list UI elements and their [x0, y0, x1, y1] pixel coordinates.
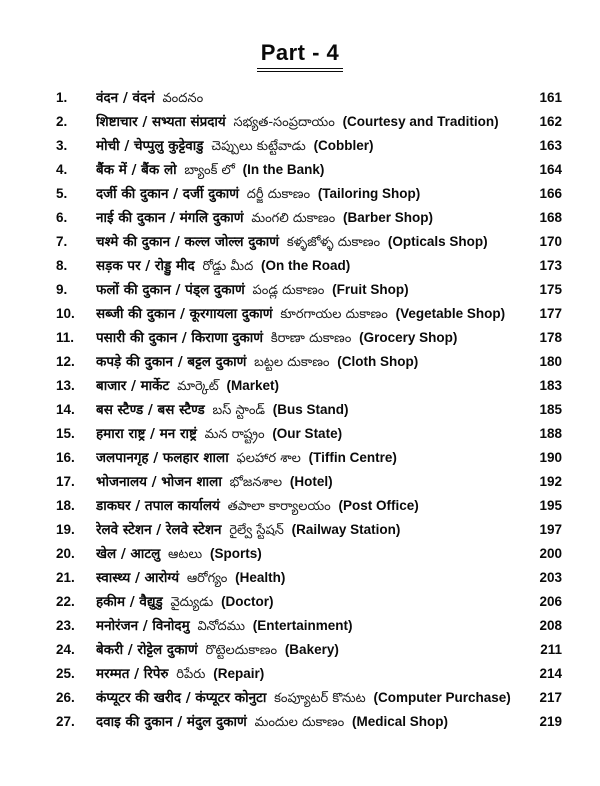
entry-title — [96, 448, 528, 469]
entry-title-telugu: మార్కెట్ — [177, 379, 219, 394]
entry-number: 1. — [56, 90, 68, 105]
entry-title — [96, 616, 528, 637]
entry-title-hindi: मरम्मत / रिपेरु — [96, 666, 169, 682]
entry-title — [96, 688, 528, 709]
entry-title-hindi: शिष्टाचार / सभ्यता संप्रदायं — [96, 114, 226, 130]
entry-title-english: (Market) — [226, 378, 280, 393]
entry-title-hindi: बस स्टैण्ड / बस स्टैण्ड — [96, 402, 205, 418]
entry-title — [96, 568, 528, 589]
entry-title-hindi: पसारी की दुकान / किराणा दुकाणं — [96, 330, 264, 346]
entry-number: 26. — [56, 690, 75, 705]
entry-number: 11. — [56, 330, 75, 345]
page-title: Part - 4 — [257, 40, 344, 72]
entry-title — [96, 208, 528, 229]
entry-title-english: (Cloth Shop) — [337, 354, 419, 369]
toc-entry — [56, 496, 562, 520]
entry-title-telugu: కిరాణా దుకాణం — [270, 331, 352, 346]
entry-page-number: 203 — [539, 570, 562, 585]
entry-title-hindi: वंदन / वंदनं — [96, 90, 155, 106]
entry-title-telugu: రైల్వే స్టేషన్ — [229, 523, 284, 538]
entry-page-number: 177 — [539, 306, 562, 321]
entry-title-english: (Fruit Shop) — [332, 282, 409, 297]
entry-title-telugu: ఆరోగ్యం — [186, 571, 228, 586]
entry-number: 18. — [56, 498, 75, 513]
entry-page-number: 163 — [539, 138, 562, 153]
toc-list — [0, 84, 600, 736]
entry-title-hindi: हकीम / वैद्युडु — [96, 594, 163, 610]
toc-entry — [56, 328, 562, 352]
entry-page-number: 206 — [539, 594, 562, 609]
toc-entry — [56, 616, 562, 640]
entry-page-number: 190 — [539, 450, 562, 465]
toc-entry — [56, 568, 562, 592]
entry-title — [96, 664, 528, 685]
entry-title-hindi: नाई की दुकान / मंगलि दुकाणं — [96, 210, 244, 226]
entry-number: 5. — [56, 186, 68, 201]
entry-title — [96, 160, 528, 181]
toc-entry — [56, 376, 562, 400]
entry-page-number: 195 — [539, 498, 562, 513]
toc-entry — [56, 88, 562, 112]
toc-entry — [56, 400, 562, 424]
entry-title-telugu: ఫలహార శాల — [236, 451, 301, 466]
toc-entry — [56, 544, 562, 568]
toc-entry — [56, 232, 562, 256]
toc-entry — [56, 520, 562, 544]
entry-page-number: 183 — [539, 378, 562, 393]
entry-title-hindi: मोची / चेप्पुलु कुट्टेवाडु — [96, 138, 204, 154]
entry-page-number: 197 — [539, 522, 562, 537]
entry-title-telugu: దర్జీ దుకాణం — [246, 187, 311, 202]
entry-number: 16. — [56, 450, 75, 465]
entry-title — [96, 184, 528, 205]
entry-title-telugu: ఆటలు — [168, 547, 203, 562]
entry-title-telugu: బట్టల దుకాణం — [254, 355, 330, 370]
entry-page-number: 200 — [539, 546, 562, 561]
entry-title-telugu: మంగలి దుకాణం — [251, 211, 336, 226]
entry-number: 25. — [56, 666, 75, 681]
entry-number: 17. — [56, 474, 75, 489]
entry-title — [96, 256, 528, 277]
toc-entry — [56, 664, 562, 688]
entry-title-telugu: తపాలా కార్యాలయం — [227, 499, 331, 514]
entry-title-hindi: स्वास्थ्य / आरोग्यं — [96, 570, 180, 586]
entry-title-english: (Computer Purchase) — [373, 690, 511, 705]
entry-title-english: (Hotel) — [289, 474, 333, 489]
entry-title-telugu: వినోదము — [197, 619, 245, 634]
entry-number: 8. — [56, 258, 68, 273]
entry-title — [96, 496, 528, 517]
entry-title — [96, 352, 528, 373]
toc-entry — [56, 304, 562, 328]
toc-entry — [56, 112, 562, 136]
entry-title-hindi: खेल / आटलु — [96, 546, 161, 562]
entry-number: 7. — [56, 234, 68, 249]
entry-page-number: 161 — [539, 90, 562, 105]
entry-number: 4. — [56, 162, 68, 177]
entry-title-english: (Bus Stand) — [272, 402, 349, 417]
entry-title-english: (Post Office) — [338, 498, 419, 513]
entry-page-number: 217 — [539, 690, 562, 705]
entry-title-hindi: हमारा राष्ट्र / मन राष्ट्रं — [96, 426, 197, 442]
entry-title — [96, 400, 528, 421]
entry-title-english: (Health) — [235, 570, 286, 585]
entry-page-number: 211 — [540, 642, 562, 657]
entry-number: 15. — [56, 426, 75, 441]
entry-title-telugu: రోడ్డు మీద — [202, 259, 254, 274]
entry-title-telugu: భోజనశాల — [229, 475, 283, 490]
entry-page-number: 170 — [539, 234, 562, 249]
toc-entry — [56, 688, 562, 712]
toc-entry — [56, 184, 562, 208]
entry-title-english: (Cobbler) — [313, 138, 374, 153]
entry-title — [96, 112, 528, 133]
toc-entry — [56, 640, 562, 664]
entry-title-english: (In the Bank) — [242, 162, 325, 177]
entry-title-hindi: सब्जी की दुकान / कूरगायला दुकाणं — [96, 306, 273, 322]
toc-entry — [56, 160, 562, 184]
toc-entry — [56, 352, 562, 376]
entry-title-hindi: चश्मे की दुकान / कल्ल जोल्ल दुकाणं — [96, 234, 280, 250]
entry-title-english: (Railway Station) — [291, 522, 401, 537]
entry-number: 27. — [56, 714, 75, 729]
entry-page-number: 175 — [539, 282, 562, 297]
entry-title-telugu: చెప్పులు కుట్టేవాడు — [211, 139, 306, 154]
entry-number: 14. — [56, 402, 75, 417]
entry-number: 24. — [56, 642, 75, 657]
entry-number: 10. — [56, 306, 75, 321]
entry-title — [96, 520, 528, 541]
entry-title-english: (Our State) — [272, 426, 343, 441]
entry-title-english: (On the Road) — [261, 258, 351, 273]
entry-title — [96, 88, 528, 109]
toc-entry — [56, 256, 562, 280]
entry-page-number: 164 — [539, 162, 562, 177]
entry-page-number: 173 — [539, 258, 562, 273]
entry-number: 22. — [56, 594, 75, 609]
entry-title-english: (Sports) — [209, 546, 262, 561]
entry-title-hindi: कपड़े की दुकान / बट्टल दुकाणं — [96, 354, 247, 370]
entry-number: 12. — [56, 354, 75, 369]
entry-number: 23. — [56, 618, 75, 633]
entry-title-hindi: बैंक में / बैंक लो — [96, 162, 177, 178]
entry-title-english: (Courtesy and Tradition) — [342, 114, 499, 129]
entry-title-english: (Doctor) — [221, 594, 274, 609]
entry-number: 6. — [56, 210, 68, 225]
entry-title-hindi: फलों की दुकान / पंड्ल दुकाणं — [96, 282, 245, 298]
entry-title-telugu: కంప్యూటర్ కొనుట — [274, 691, 366, 706]
entry-title-hindi: मनोरंजन / विनोदमु — [96, 618, 190, 634]
toc-entry — [56, 712, 562, 736]
entry-title — [96, 328, 528, 349]
entry-title-telugu: వైద్యుడు — [170, 595, 214, 610]
entry-title — [96, 712, 528, 733]
entry-title-telugu: కళ్ళజోళ్ళ దుకాణం — [286, 235, 381, 250]
entry-title-hindi: डाकघर / तपाल कार्यालयं — [96, 498, 220, 514]
entry-number: 2. — [56, 114, 68, 129]
toc-entry — [56, 280, 562, 304]
entry-number: 13. — [56, 378, 75, 393]
entry-number: 9. — [56, 282, 68, 297]
entry-title-english: (Tailoring Shop) — [317, 186, 421, 201]
toc-entry — [56, 136, 562, 160]
entry-title-telugu: పండ్ల దుకాణం — [252, 283, 325, 298]
entry-page-number: 168 — [539, 210, 562, 225]
entry-title-english: (Vegetable Shop) — [395, 306, 506, 321]
entry-title-hindi: भोजनालय / भोजन शाला — [96, 474, 222, 490]
entry-page-number: 178 — [539, 330, 562, 345]
toc-entry — [56, 448, 562, 472]
entry-title-hindi: रेलवे स्टेशन / रेलवे स्टेशन — [96, 522, 222, 538]
entry-page-number: 166 — [539, 186, 562, 201]
entry-page-number: 185 — [539, 402, 562, 417]
entry-title-english: (Opticals Shop) — [387, 234, 488, 249]
entry-title-telugu: సభ్యత-సంప్రదాయం — [233, 115, 335, 130]
entry-title-english: (Repair) — [213, 666, 265, 681]
toc-entry — [56, 208, 562, 232]
entry-title-english: (Medical Shop) — [352, 714, 449, 729]
entry-page-number: 180 — [539, 354, 562, 369]
entry-title-hindi: दर्जी की दुकान / दर्जी दुकाणं — [96, 186, 239, 202]
entry-title-telugu: రొట్టెలదుకాణం — [205, 643, 278, 658]
entry-title-hindi: दवाइ की दुकान / मंदुल दुकाणं — [96, 714, 247, 730]
entry-title-hindi: बेकरी / रोट्टेल दुकाणं — [96, 642, 198, 658]
entry-title — [96, 232, 528, 253]
entry-number: 3. — [56, 138, 68, 153]
toc-entry — [56, 592, 562, 616]
toc-entry — [56, 424, 562, 448]
entry-number: 20. — [56, 546, 75, 561]
entry-title — [96, 424, 528, 445]
entry-page-number: 188 — [539, 426, 562, 441]
entry-title-english: (Tiffin Centre) — [308, 450, 397, 465]
entry-title-telugu: బ్యాంక్ లో — [184, 163, 235, 178]
entry-title-telugu: వందనం — [162, 91, 204, 106]
entry-title-telugu: కూరగాయల దుకాణం — [280, 307, 388, 322]
entry-title-telugu: బస్ స్టాండ్ — [212, 403, 266, 418]
entry-title-hindi: बाजार / मार्केट — [96, 378, 170, 394]
entry-title — [96, 280, 528, 301]
entry-title — [96, 376, 528, 397]
entry-page-number: 219 — [539, 714, 562, 729]
title-wrap — [0, 0, 600, 72]
entry-title-hindi: कंप्यूटर की खरीद / कंप्यूटर कोनुटा — [96, 690, 267, 706]
entry-title — [96, 640, 528, 661]
entry-title-english: (Grocery Shop) — [359, 330, 458, 345]
entry-page-number: 214 — [539, 666, 562, 681]
entry-title-telugu: రిపేరు — [176, 667, 206, 682]
entry-title — [96, 472, 528, 493]
entry-title-english: (Barber Shop) — [342, 210, 433, 225]
entry-title — [96, 304, 528, 325]
entry-title-english: (Entertainment) — [252, 618, 353, 633]
entry-title — [96, 592, 528, 613]
entry-title-hindi: जलपानगृह / फलहार शाला — [96, 450, 229, 466]
entry-page-number: 162 — [539, 114, 562, 129]
entry-title — [96, 136, 528, 157]
entry-title-telugu: మన రాష్ట్రం — [204, 427, 265, 442]
entry-title-telugu: మందుల దుకాణం — [254, 715, 345, 730]
entry-title-hindi: सड़क पर / रोड्डु मीद — [96, 258, 195, 274]
entry-title-english: (Bakery) — [284, 642, 339, 657]
entry-page-number: 208 — [539, 618, 562, 633]
entry-number: 21. — [56, 570, 75, 585]
entry-number: 19. — [56, 522, 75, 537]
toc-entry — [56, 472, 562, 496]
entry-title — [96, 544, 528, 565]
entry-page-number: 192 — [539, 474, 562, 489]
